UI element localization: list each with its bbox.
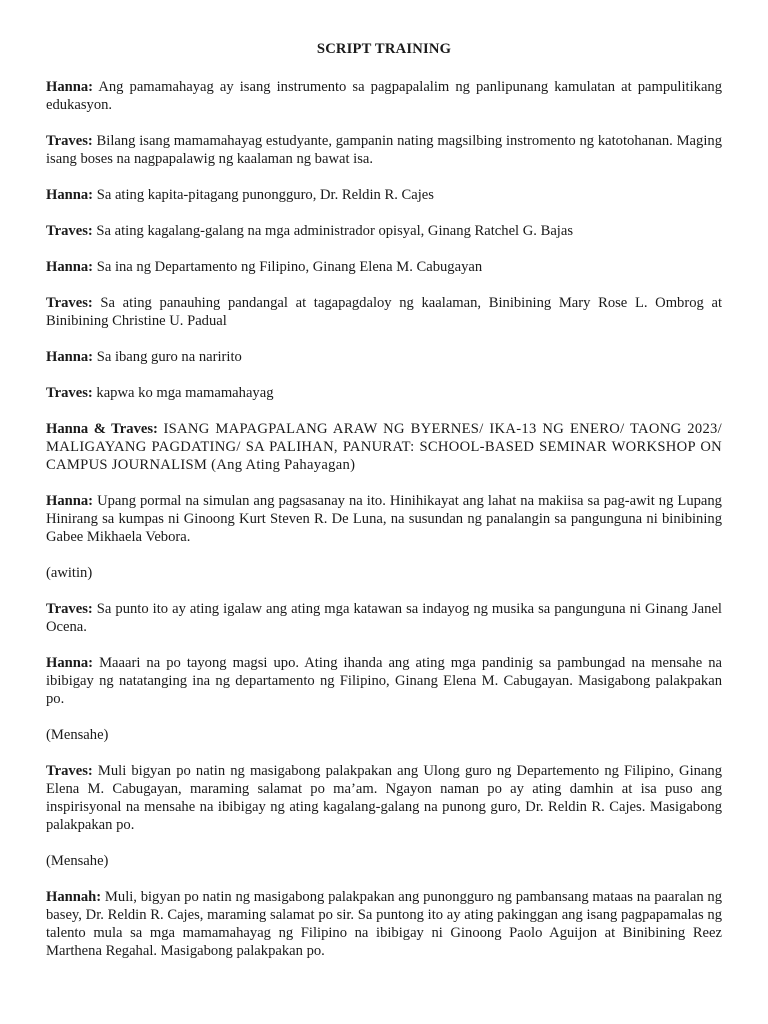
dialogue-traves-5 bbox=[46, 600, 722, 636]
speaker-label: Hannah: bbox=[46, 889, 102, 905]
dialogue-traves-2 bbox=[46, 222, 722, 240]
dialogue-hannah-7 bbox=[46, 888, 722, 960]
stage-direction: (Mensahe) bbox=[46, 853, 109, 869]
speaker-label: Hanna: bbox=[46, 259, 94, 275]
dialogue-hanna-3 bbox=[46, 258, 722, 276]
speaker-label: Hanna: bbox=[46, 655, 94, 671]
dialogue-text: Sa ibang guro na naririto bbox=[96, 349, 242, 365]
dialogue-text: Muli bigyan po natin ng masigabong palakpakan ang Ulong guro ng Departemento ng Filipino, Ginang Elena M. Cabugayan, maraming salamat po ma’am. Ngayon naman po ay ating damhin at isa puso ang inspirisyonal na mensahe na ibibigay ng ating kagalang-galang na punong guro, Dr. Reldin R. Cajes. Masigabong palakpakan po. bbox=[46, 763, 722, 833]
dialogue-text: ISANG MAPAGPALANG ARAW NG BYERNES/ IKA-13 NG ENERO/ TAONG 2023/ MALIGAYANG PAGDATING/ SA PALIHAN, PANURAT: SCHOOL-BASED SEMINAR WORKSHOP ON CAMPUS JOURNALISM (Ang Ating Pahayagan) bbox=[46, 421, 722, 473]
dialogue-text: Sa ating panauhing pandangal at tagapagdaloy ng kaalaman, Binibining Mary Rose L. Ombrog at Binibining Christine U. Padual bbox=[46, 295, 723, 329]
dialogue-text: Sa ina ng Departamento ng Filipino, Ginang Elena M. Cabugayan bbox=[96, 259, 483, 275]
speaker-label: Hanna: bbox=[46, 349, 94, 365]
stage-direction: (awitin) bbox=[46, 565, 93, 581]
speaker-label: Traves: bbox=[46, 133, 93, 149]
dialogue-text: Maaari na po tayong magsi upo. Ating ihanda ang ating mga pandinig sa pambungad na mensahe na ibibigay ng natatanging ina ng departamento ng Filipino, Ginang Elena M. Cabugayan. Masigabong palakpakan po. bbox=[46, 655, 722, 707]
dialogue-traves-1 bbox=[46, 132, 722, 168]
speaker-label: Hanna: bbox=[46, 493, 94, 509]
dialogue-traves-4 bbox=[46, 384, 722, 402]
dialogue-text: Bilang isang mamamahayag estudyante, gampanin nating magsilbing instromento ng katotohanan. Maging isang boses na nagpapalawig ng kaalaman ng bawat isa. bbox=[46, 133, 722, 167]
dialogue-hanna-6 bbox=[46, 654, 722, 708]
dialogue-hanna-1 bbox=[46, 78, 722, 114]
speaker-label: Traves: bbox=[46, 385, 93, 401]
dialogue-text: kapwa ko mga mamamahayag bbox=[96, 385, 274, 401]
speaker-label: Traves: bbox=[46, 295, 93, 311]
dialogue-hanna-2 bbox=[46, 186, 722, 204]
dialogue-text: Sa ating kagalang-galang na mga administrador opisyal, Ginang Ratchel G. Bajas bbox=[96, 223, 574, 239]
speaker-label: Hanna & Traves: bbox=[46, 421, 158, 437]
dialogue-traves-3 bbox=[46, 294, 722, 330]
speaker-label: Traves: bbox=[46, 223, 93, 239]
dialogue-hanna-5 bbox=[46, 492, 722, 546]
speaker-label: Traves: bbox=[46, 601, 93, 617]
dialogue-text: Muli, bigyan po natin ng masigabong palakpakan ang punongguro ng pambansang mataas na paaralan ng basey, Dr. Reldin R. Cajes, maraming salamat po sir. Sa puntong ito ay ating pakinggan ang isang pagpapamalas ng talento mula sa mga mamamahayag ng Filipino na ibibigay ni Ginoong Paolo Aguijon at Binibining Reez Marthena Regahal. Masigabong palakpakan po. bbox=[46, 889, 722, 959]
dialogue-text: Ang pamamahayag ay isang instrumento sa pagpapalalim ng panlipunang kamulatan at pampulitikang edukasyon. bbox=[46, 79, 723, 113]
speaker-label: Hanna: bbox=[46, 79, 94, 95]
document-title: SCRIPT TRAINING bbox=[316, 41, 452, 57]
stage-direction: (Mensahe) bbox=[46, 727, 109, 743]
dialogue-text: Sa ating kapita-pitagang punongguro, Dr. Reldin R. Cajes bbox=[96, 187, 434, 203]
dialogue-text: Sa punto ito ay ating igalaw ang ating mga katawan sa indayog ng musika sa pangunguna ni Ginang Janel Ocena. bbox=[46, 601, 722, 635]
speaker-label: Traves: bbox=[46, 763, 93, 779]
dialogue-text: Upang pormal na simulan ang pagsasanay na ito. Hinihikayat ang lahat na makiisa sa pag-awit ng Lupang Hinirang sa kumpas ni Ginoong Kurt Steven R. De Luna, na susundan ng panalangin sa pangunguna ni binibining Gabee Mikhaela Vebora. bbox=[46, 493, 722, 545]
dialogue-hanna-traves bbox=[46, 420, 722, 474]
dialogue-traves-6 bbox=[46, 762, 722, 834]
speaker-label: Hanna: bbox=[46, 187, 94, 203]
dialogue-hanna-4 bbox=[46, 348, 722, 366]
